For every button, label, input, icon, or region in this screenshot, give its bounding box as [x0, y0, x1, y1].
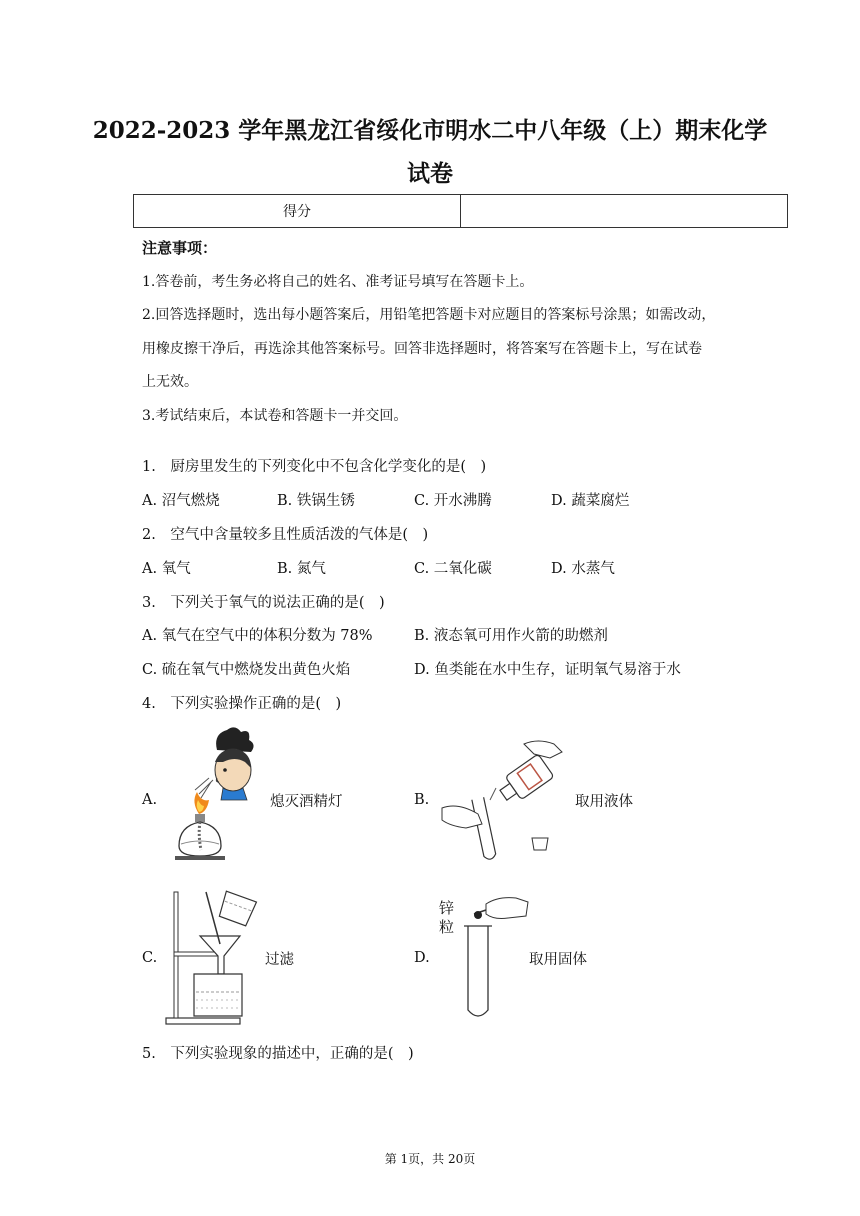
question-3-stem: 3. 下列关于氧气的说法正确的是( ): [142, 595, 385, 611]
q2-option-b: B. 氮气: [277, 561, 326, 577]
q2-option-a: A. 氧气: [142, 561, 191, 577]
q4-option-a: A.: [142, 792, 158, 808]
q3-option-b: B. 液态氧可用作火箭的助燃剂: [414, 628, 608, 644]
notice-line: 上无效。: [142, 374, 198, 390]
filtration-figure: [162, 888, 262, 1026]
q1-option-b: B. 铁锅生锈: [277, 493, 355, 509]
blowing-out-lamp-figure: [165, 722, 265, 878]
solid-sampling-figure: [458, 892, 534, 1022]
q4-option-c: C.: [142, 950, 158, 966]
score-table: [133, 194, 788, 228]
zinc-label-2: 粒: [439, 918, 455, 936]
q4-option-d: D.: [414, 950, 430, 966]
q1-option-d: D. 蔬菜腐烂: [551, 493, 630, 509]
question-5-stem: 5. 下列实验现象的描述中，正确的是( ): [142, 1046, 414, 1062]
q4-option-b: B.: [414, 792, 430, 808]
notice-line: 用橡皮擦干净后，再选涂其他答案标号。回答非选择题时，将答案写在答题卡上，写在试卷: [142, 341, 702, 357]
notice-heading: 注意事项：: [142, 239, 218, 257]
q1-option-a: A. 沼气燃烧: [142, 493, 220, 509]
q3-option-d: D. 鱼类能在水中生存，证明氧气易溶于水: [414, 662, 681, 678]
question-1-stem: 1. 厨房里发生的下列变化中不包含化学变化的是( ): [142, 459, 487, 475]
pouring-liquid-figure: [438, 738, 568, 863]
q3-option-a: A. 氧气在空气中的体积分数为 78%: [142, 628, 373, 644]
q2-option-d: D. 水蒸气: [551, 561, 615, 577]
q1-option-c: C. 开水沸腾: [414, 493, 492, 509]
q4-caption-a: 熄灭酒精灯: [270, 794, 343, 810]
notice-line: 2.回答选择题时，选出每小题答案后，用铅笔把答题卡对应题目的答案标号涂黑；如需改动，: [142, 307, 716, 323]
q4-caption-b: 取用液体: [575, 794, 633, 810]
paper-title-line2: 试卷: [407, 160, 453, 187]
paper-title: 2022-2023 学年黑龙江省绥化市明水二中八年级（上）期末化学: [92, 117, 768, 144]
page-footer: 第 1页，共 20页: [384, 1152, 476, 1166]
q4-caption-d: 取用固体: [529, 952, 587, 968]
score-label: 得分: [283, 204, 311, 220]
notice-line: 3.考试结束后，本试卷和答题卡一并交回。: [142, 408, 408, 424]
q4-caption-c: 过滤: [265, 952, 294, 968]
q2-option-c: C. 二氧化碳: [414, 561, 492, 577]
score-value-cell: [460, 195, 787, 227]
zinc-label-1: 锌: [439, 899, 455, 917]
question-4-stem: 4. 下列实验操作正确的是( ): [142, 696, 342, 712]
q3-option-c: C. 硫在氧气中燃烧发出黄色火焰: [142, 662, 351, 678]
question-2-stem: 2. 空气中含量较多且性质活泼的气体是( ): [142, 527, 429, 543]
notice-line: 1.答卷前，考生务必将自己的姓名、准考证号填写在答题卡上。: [142, 274, 534, 290]
